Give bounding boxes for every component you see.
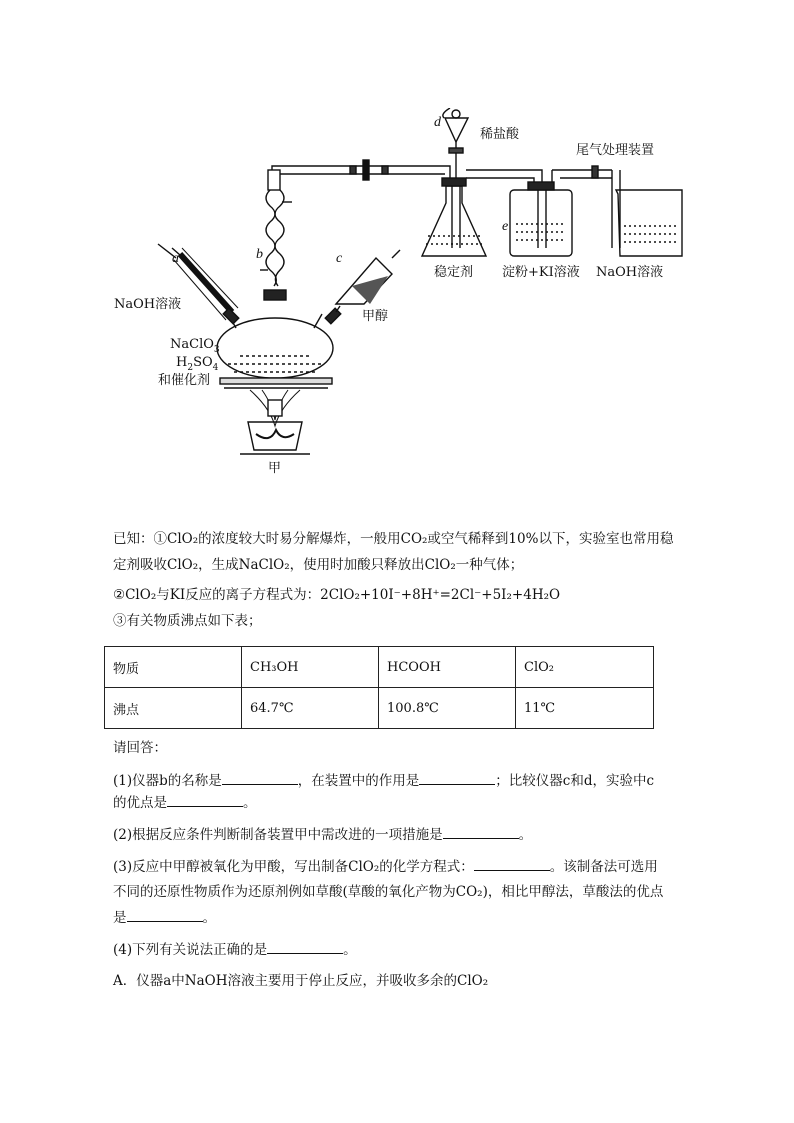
valve-icon (363, 160, 369, 180)
known-line-4: ③有关物质沸点如下表； (113, 613, 262, 629)
boiling-point-table (104, 646, 654, 729)
condenser-top (268, 170, 280, 190)
answer-blank[interactable] (267, 939, 343, 954)
erlenmeyer-stabilizer (422, 186, 486, 256)
label-b: b (256, 247, 263, 262)
table-row (105, 688, 654, 729)
known-line-3: ②ClO₂与KI反应的离子方程式为：2ClO₂+10I⁻+8H⁺=2Cl⁻+5I₂+4H₂O (113, 587, 561, 603)
known-line-1: 已知：①ClO₂的浓度较大时易分解爆炸，一般用CO₂或空气稀释到10%以下，实验室也常用稳 (113, 531, 674, 547)
table-row (105, 647, 654, 688)
question-2: (2)根据反应条件判断制备装置甲中需改进的一项措施是 。 (113, 824, 679, 846)
separatory-funnel (445, 118, 468, 142)
three-neck-flask (217, 318, 333, 378)
label-e: e (502, 219, 509, 234)
table-cell: HCOOH (379, 647, 516, 688)
table-cell: 64.7℃ (242, 688, 379, 729)
condenser-coil (266, 190, 276, 286)
questions-intro: 请回答： (113, 740, 167, 756)
label-methanol: 甲醇 (362, 309, 389, 324)
answer-blank[interactable] (419, 770, 495, 785)
question-3-line-3: 是 。 (113, 907, 679, 929)
label-jia: 甲 (268, 461, 282, 476)
question-1-line-2: 的优点是 。 (113, 792, 679, 814)
answer-blank[interactable] (222, 770, 298, 785)
label-d: d (434, 115, 441, 130)
label-a: a (172, 251, 179, 266)
question-4: (4)下列有关说法正确的是 。 (113, 939, 679, 961)
answer-blank[interactable] (167, 792, 243, 807)
flask-stopper (264, 290, 286, 300)
beaker (616, 190, 682, 256)
question-3-line-1: (3)反应中甲醇被氧化为甲酸，写出制备ClO₂的化学方程式： 。该制备法可选用 (113, 856, 679, 878)
apparatus-figure (100, 108, 700, 488)
option-a: A．仪器a中NaOH溶液主要用于停止反应，并吸收多余的ClO₂ (113, 973, 489, 989)
label-naclo3: NaClO$_3$ (170, 337, 220, 355)
table-cell: 物质 (105, 647, 242, 688)
label-stabilizer: 稳定剂 (434, 265, 474, 280)
apparatus-diagram (100, 108, 700, 488)
label-catalyst: 和催化剂 (158, 373, 211, 388)
table-cell: CH₃OH (242, 647, 379, 688)
answer-blank[interactable] (474, 856, 550, 871)
label-c: c (336, 251, 343, 266)
known-line-2: 定剂吸收ClO₂，生成NaClO₂，使用时加酸只释放出ClO₂一种气体； (113, 557, 524, 573)
table-cell: 沸点 (105, 688, 242, 729)
wire-gauze (220, 378, 332, 384)
gas-tube-1 (272, 166, 445, 170)
label-starch-ki: 淀粉+KI溶液 (502, 265, 580, 280)
question-1-line-1: (1)仪器b的名称是 ，在装置中的作用是 ；比较仪器c和d，实验中c (113, 770, 679, 792)
table-cell: ClO₂ (516, 647, 654, 688)
answer-blank[interactable] (127, 907, 203, 922)
questions-section (113, 738, 679, 992)
answer-blank[interactable] (443, 824, 519, 839)
label-hcl: 稀盐酸 (480, 127, 520, 142)
label-naoh-beaker: NaOH溶液 (596, 265, 664, 280)
table-cell: 100.8℃ (379, 688, 516, 729)
question-3-line-2: 不同的还原性物质作为还原剂例如草酸(草酸的氧化产物为CO₂)，相比甲醇法，草酸法的优点 (113, 884, 664, 900)
label-h2so4: $H_2SO_4$ (176, 355, 219, 373)
bottle-e (510, 190, 572, 256)
label-naoh-syringe: NaOH溶液 (114, 297, 182, 312)
known-section (113, 528, 679, 632)
table-cell: 11℃ (516, 688, 654, 729)
label-tail-gas: 尾气处理装置 (576, 143, 655, 158)
